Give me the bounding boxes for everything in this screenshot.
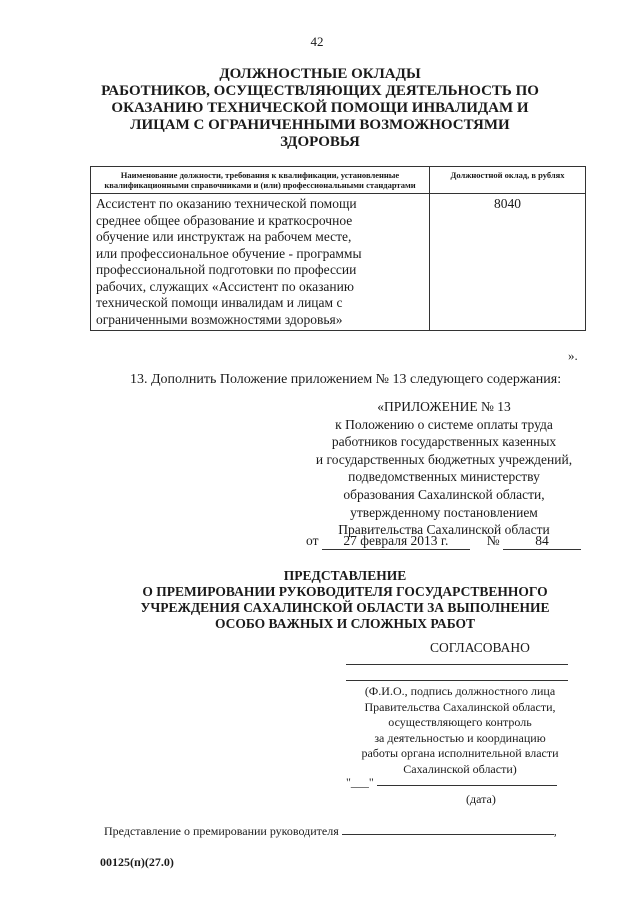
table-header-row — [91, 167, 586, 194]
title-line: ЛИЦАМ С ОГРАНИЧЕННЫМИ ВОЗМОЖНОСТЯМИ — [130, 117, 510, 133]
closing-quote: ». — [568, 348, 578, 363]
title-line: ЗДОРОВЬЯ — [280, 134, 360, 150]
position-line: Ассистент по оказанию технической помощи — [96, 196, 357, 211]
page-number: 42 — [310, 34, 324, 49]
head-name-line — [342, 824, 554, 835]
decree-date: 27 февраля 2013 г. — [322, 533, 470, 550]
appendix-line: Правительства Сахалинской области — [338, 522, 550, 538]
appendix-line: работников государственных казенных — [331, 434, 557, 450]
sign-line: работы органа исполнительной власти — [361, 746, 559, 760]
date-label: (дата) — [466, 792, 496, 806]
bonus-statement-line — [104, 824, 557, 839]
position-line: ограниченными возможностями здоровья» — [96, 311, 343, 327]
number-label: № — [486, 533, 500, 548]
signature-line — [346, 664, 568, 665]
agreed-label: СОГЛАСОВАНО — [430, 640, 530, 655]
title-line: О ПРЕМИРОВАНИИ РУКОВОДИТЕЛЯ ГОСУДАРСТВЕННОГО — [142, 584, 548, 599]
title-line: ДОЛЖНОСТНЫЕ ОКЛАДЫ — [219, 66, 421, 82]
title-line: РАБОТНИКОВ, ОСУЩЕСТВЛЯЮЩИХ ДЕЯТЕЛЬНОСТЬ ПО — [101, 83, 539, 99]
comma: , — [553, 824, 557, 838]
date-quote: "___" — [346, 775, 374, 789]
title-line: ОКАЗАНИЮ ТЕХНИЧЕСКОЙ ПОМОЩИ ИНВАЛИДАМ И — [111, 100, 529, 116]
appendix-line: к Положению о системе оплаты труда — [335, 416, 553, 432]
position-line: среднее общее образование и краткосрочное — [96, 212, 353, 228]
header-position: Наименование должности, требования к квалификации, установленные квалификационными справочниками и (или) профессиональными стандартами — [91, 167, 430, 194]
appendix-line: подведомственных министерству — [348, 469, 540, 485]
bonus-title — [120, 568, 570, 632]
signatory-description — [342, 684, 578, 777]
date-line — [377, 775, 557, 786]
paragraph-13: 13. Дополнить Положение приложением № 13 следующего содержания: — [130, 372, 562, 387]
sign-line: Сахалинской области) — [403, 761, 517, 776]
date-field — [346, 775, 557, 790]
sign-line: Правительства Сахалинской области, — [364, 699, 556, 714]
appendix-line: «ПРИЛОЖЕНИЕ № 13 — [377, 399, 511, 414]
salary-cell: 8040 — [430, 194, 586, 331]
bonus-statement-text: Представление о премировании руководителя — [104, 824, 339, 838]
sign-line: осуществляющего контроль — [388, 715, 532, 729]
salary-table — [90, 166, 586, 331]
from-label: от — [306, 533, 319, 548]
title-line: ПРЕДСТАВЛЕНИЕ — [283, 568, 407, 583]
appendix-line: и государственных бюджетных учреждений, — [315, 451, 573, 467]
position-line: технической помощи инвалидам и лицам с — [96, 295, 343, 310]
position-line: или профессиональное обучение - программы — [96, 245, 362, 261]
sign-line: (Ф.И.О., подпись должностного лица — [364, 684, 556, 698]
signature-line — [346, 680, 568, 681]
title-line: ОСОБО ВАЖНЫХ И СЛОЖНЫХ РАБОТ — [214, 616, 476, 631]
appendix-line: утвержденному постановлением — [350, 504, 538, 520]
title-line: УЧРЕЖДЕНИЯ САХАЛИНСКОЙ ОБЛАСТИ ЗА ВЫПОЛНЕНИЕ — [140, 600, 550, 615]
salary-title — [80, 66, 560, 151]
position-line: обучение или инструктаж на рабочем месте, — [96, 229, 352, 244]
position-line: рабочих, служащих «Ассистент по оказанию — [96, 278, 354, 294]
decree-date-line — [306, 533, 581, 550]
appendix-line: образования Сахалинской области, — [343, 486, 545, 502]
position-line: профессиональной подготовки по профессии — [96, 262, 357, 277]
document-code: 00125(п)(27.0) — [100, 855, 174, 869]
table-row — [91, 194, 586, 331]
position-cell — [91, 194, 430, 331]
decree-number: 84 — [503, 533, 581, 550]
sign-line: за деятельностью и координацию — [374, 730, 546, 745]
header-salary: Должностной оклад, в рублях — [430, 167, 586, 194]
appendix-header — [296, 398, 592, 539]
